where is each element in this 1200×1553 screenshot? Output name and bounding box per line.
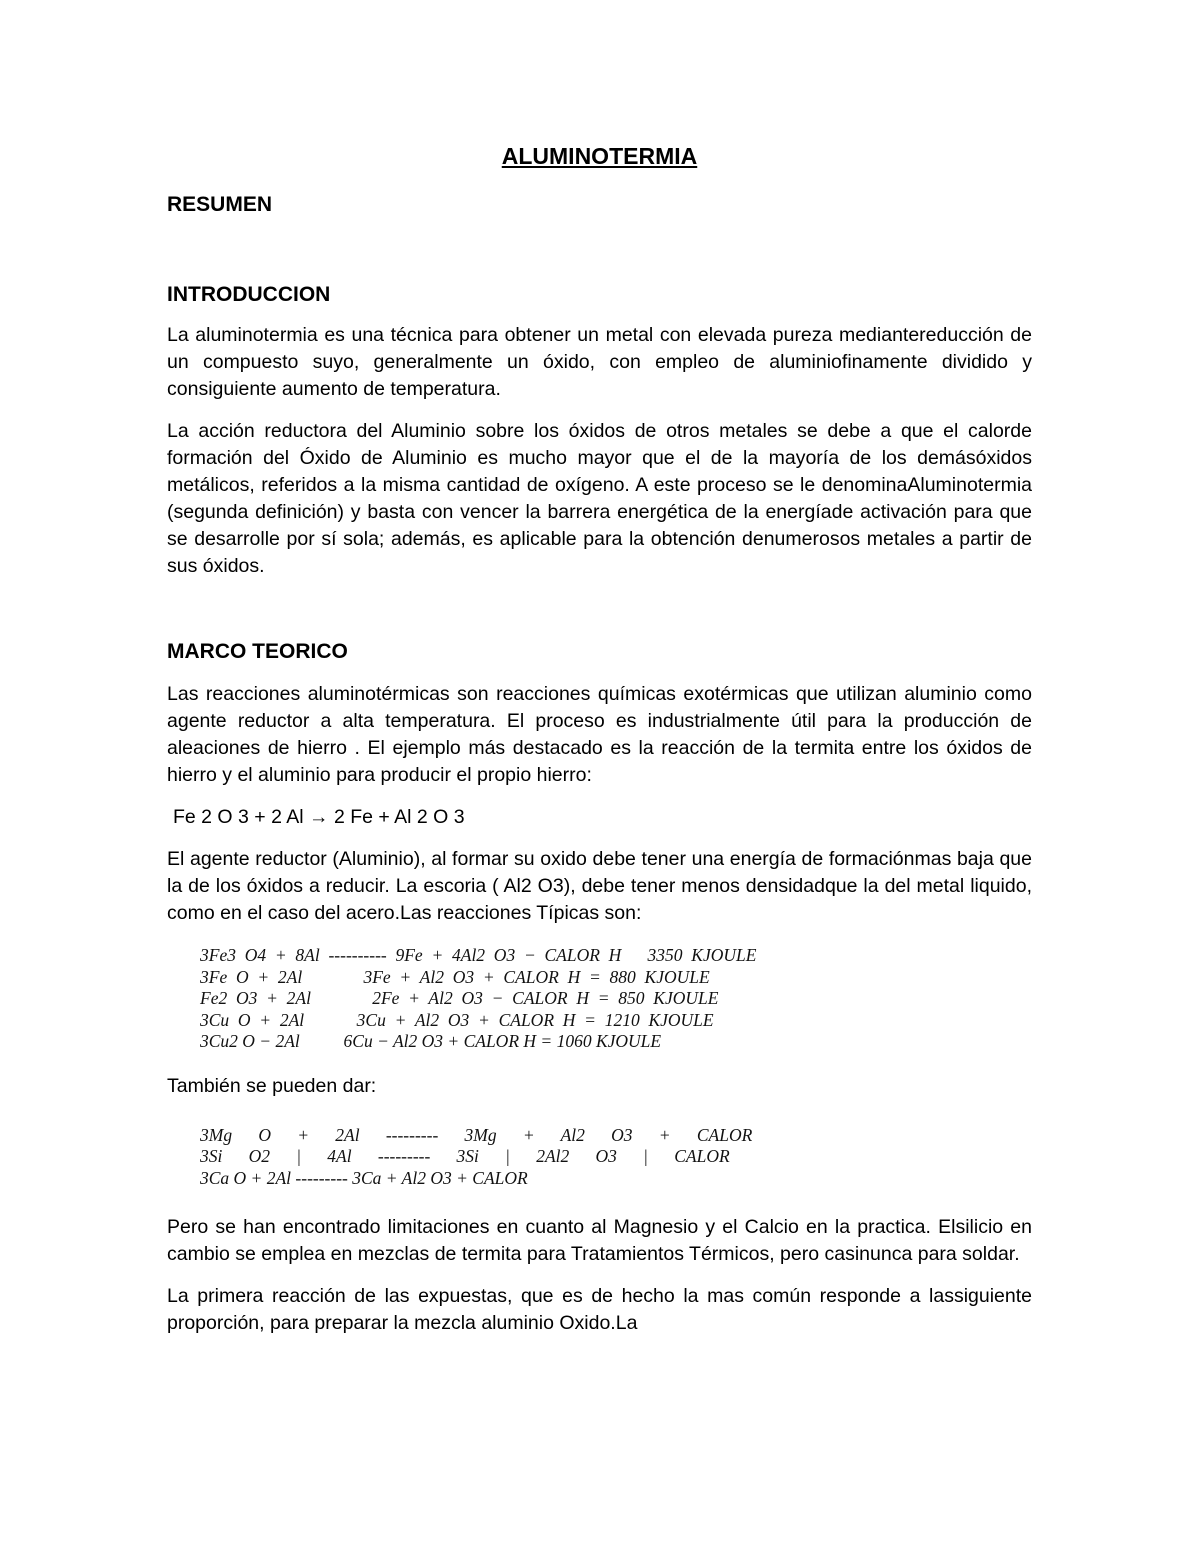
document-body	[167, 140, 1032, 1337]
closing-paragraph-2: La primera reacción de las expuestas, que es de hecho la mas común responde a lassiguiente proporción, para preparar la mezcla aluminio Oxido.La	[167, 1285, 1032, 1334]
reaction-line: 3Fe O + 2Al 3Fe + Al2 O3 + CALOR H = 880 KJOULE	[200, 966, 710, 987]
reaction-line: 3Cu2 O − 2Al 6Cu − Al2 O3 + CALOR H = 1060 KJOULE	[200, 1031, 662, 1051]
reaction-line: 3Cu O + 2Al 3Cu + Al2 O3 + CALOR H = 1210 KJOULE	[200, 1009, 714, 1030]
heading-resumen: RESUMEN	[167, 193, 273, 216]
heading-introduccion: INTRODUCCION	[167, 283, 331, 306]
typical-reactions-block	[200, 945, 1032, 1053]
reaction-line: Fe2 O3 + 2Al 2Fe + Al2 O3 − CALOR H = 850 KJOULE	[200, 988, 719, 1008]
tambien-label: También se pueden dar:	[167, 1074, 377, 1097]
heading-marco-teorico: MARCO TEORICO	[167, 640, 348, 663]
intro-paragraph-1: La aluminotermia es una técnica para obtener un metal con elevada pureza mediantereducción de un compuesto suyo, generalmente un óxido, con empleo de aluminiofinamente dividido y consiguiente aumento de temperatura.	[167, 324, 1032, 400]
marco-paragraph-1: Las reacciones aluminotérmicas son reacciones químicas exotérmicas que utilizan aluminio como agente reductor a alta temperatura. El proceso es industrialmente útil para la producción de aleaciones de hierro . El ejemplo más destacado es la reacción de la termita entre los óxidos de hierro y el aluminio para producir el propio hierro:	[167, 683, 1032, 786]
closing-paragraph-1: Pero se han encontrado limitaciones en cuanto al Magnesio y el Calcio en la practica. Elsilicio en cambio se emplea en mezclas de termita para Tratamientos Térmicos, pero casinunca para soldar.	[167, 1216, 1032, 1265]
intro-paragraph-2: La acción reductora del Aluminio sobre los óxidos de otros metales se debe a que el calorde formación del Óxido de Aluminio es mucho mayor que el de la mayoría de los demásóxidos metálicos, referidos a la misma cantidad de oxígeno. A este proceso se le denominaAluminotermia (segunda definición) y basta con vencer la barrera energética de la energíade activación para que se desarrolle por sí sola; además, es aplicable para la obtención denumerosos metales a partir de sus óxidos.	[167, 420, 1032, 577]
reaction-line: 3Ca O + 2Al --------- 3Ca + Al2 O3 + CALOR	[200, 1167, 528, 1188]
marco-paragraph-2: El agente reductor (Aluminio), al formar su oxido debe tener una energía de formaciónmas baja que la de los óxidos a reducir. La escoria ( Al2 O3), debe tener menos densidadque la del metal liquido, como en el caso del acero.Las reacciones Típicas son:	[167, 848, 1032, 924]
additional-reactions-block	[200, 1125, 1032, 1190]
thermite-formula: Fe 2 O 3 + 2 Al → 2 Fe + Al 2 O 3	[173, 806, 465, 828]
reaction-line: 3Mg O + 2Al --------- 3Mg + Al2 O3 + CALOR	[200, 1124, 753, 1145]
reaction-line: 3Fe3 O4 + 8Al ---------- 9Fe + 4Al2 O3 − CALOR H 3350 KJOULE	[200, 945, 757, 965]
document-title: ALUMINOTERMIA	[501, 143, 698, 169]
reaction-line: 3Si O2 | 4Al --------- 3Si | 2Al2 O3 | CALOR	[200, 1146, 730, 1166]
